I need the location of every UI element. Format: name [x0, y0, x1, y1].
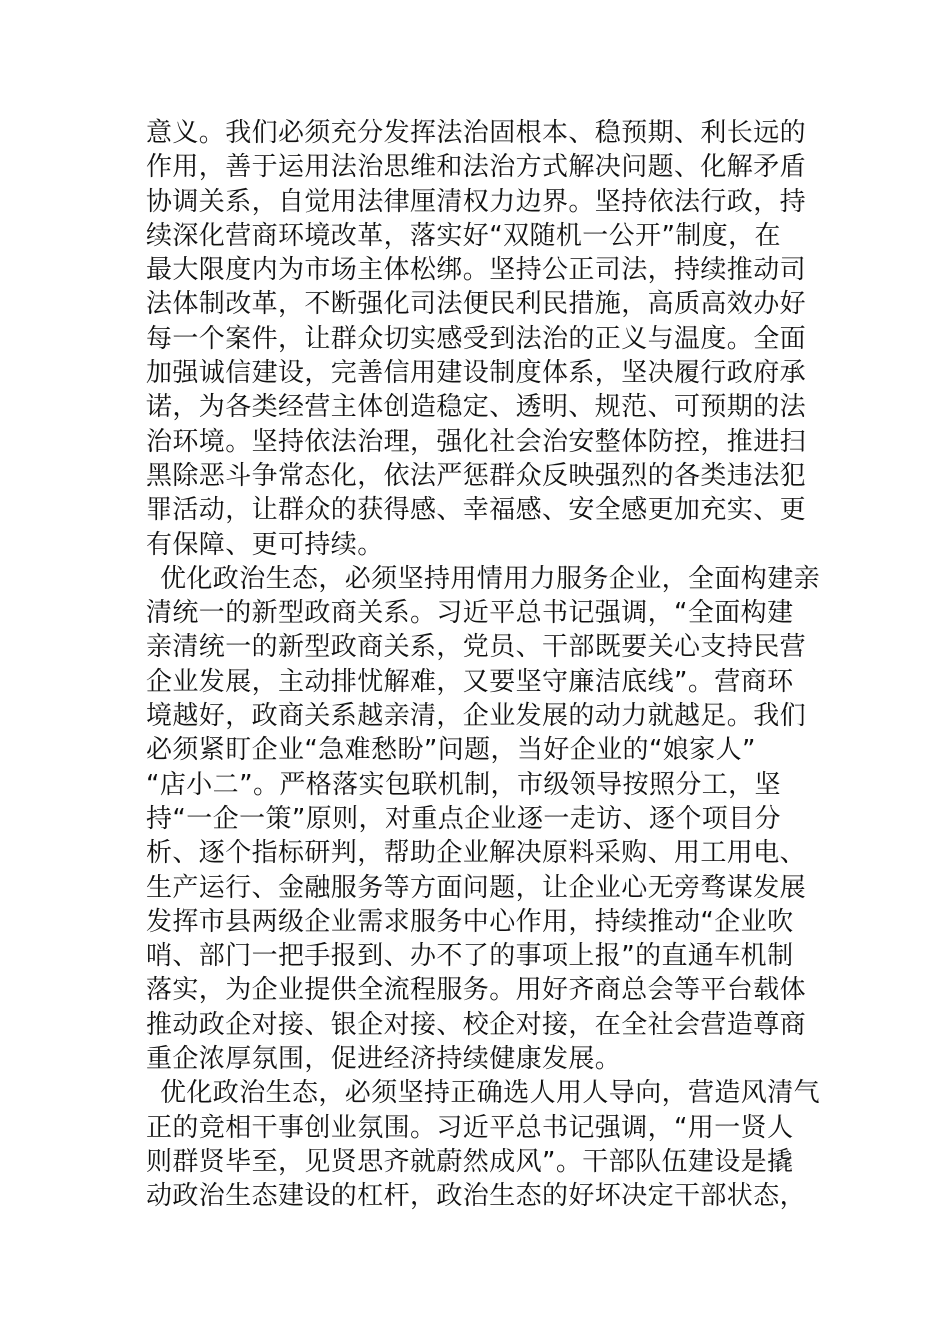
text-line: 清统一的新型政商关系。习近平总书记强调，“全面构建 — [146, 598, 794, 629]
text-line: 罪活动，让群众的获得感、幸福感、安全感更加充实、更 — [146, 495, 807, 526]
text-line: 推动政企对接、银企对接、校企对接，在全社会营造尊商 — [146, 1009, 807, 1040]
text-line: 黑除恶斗争常态化，依法严惩群众反映强烈的各类违法犯 — [146, 460, 807, 491]
text-line: 哨、部门一把手报到、办不了的事项上报”的直通车机制 — [146, 941, 794, 972]
text-line: 正的竞相干事创业氛围。习近平总书记强调，“用一贤人 — [146, 1112, 794, 1143]
text-line: 落实，为企业提供全流程服务。用好齐商总会等平台载体 — [146, 975, 807, 1006]
text-line: 必须紧盯企业“急难愁盼”问题，当好企业的“娘家人” — [146, 735, 756, 766]
text-line: “店小二”。严格落实包联机制，市级领导按照分工，坚 — [146, 769, 781, 800]
text-line: 发挥市县两级企业需求服务中心作用，持续推动“企业吹 — [146, 906, 794, 937]
text-line: 协调关系，自觉用法律厘清权力边界。坚持依法行政，持 — [146, 186, 807, 217]
text-line: 续深化营商环境改革，落实好“双随机一公开”制度，在 — [146, 220, 781, 251]
text-line: 每一个案件，让群众切实感受到法治的正义与温度。全面 — [146, 323, 807, 354]
text-line: 加强诚信建设，完善信用建设制度体系，坚决履行政府承 — [146, 358, 807, 389]
text-line: 治环境。坚持依法治理，强化社会治安整体防控，推进扫 — [146, 426, 807, 457]
text-line: 重企浓厚氛围，促进经济持续健康发展。 — [146, 1044, 622, 1075]
text-line: 意义。我们必须充分发挥法治固根本、稳预期、利长远的 — [146, 118, 807, 148]
text-line: 有保障、更可持续。 — [146, 529, 384, 560]
paragraph-start-line: 优化政治生态，必须坚持正确选人用人导向，营造风清气 — [160, 1078, 821, 1109]
text-line: 亲清统一的新型政商关系，党员、干部既要关心支持民营 — [146, 632, 807, 663]
text-line: 法体制改革，不断强化司法便民利民措施，高质高效办好 — [146, 289, 807, 320]
text-line: 动政治生态建设的杠杆，政治生态的好坏决定干部状态， — [146, 1181, 807, 1212]
text-line: 作用，善于运用法治思维和法治方式解决问题、化解矛盾 — [146, 152, 807, 183]
text-line: 析、逐个指标研判，帮助企业解决原料采购、用工用电、 — [146, 838, 807, 869]
text-line: 境越好，政商关系越亲清，企业发展的动力就越足。我们 — [146, 701, 807, 732]
text-line: 生产运行、金融服务等方面问题，让企业心无旁骛谋发展 — [146, 872, 807, 903]
paragraph-start-line: 优化政治生态，必须坚持用情用力服务企业，全面构建亲 — [160, 563, 821, 594]
text-line: 最大限度内为市场主体松绑。坚持公正司法，持续推动司 — [146, 255, 807, 286]
text-line: 则群贤毕至，见贤思齐就蔚然成风”。干部队伍建设是撬 — [146, 1146, 794, 1177]
text-line: 企业发展，主动排忧解难，又要坚守廉洁底线”。营商环 — [146, 666, 794, 697]
text-line: 持“一企一策”原则，对重点企业逐一走访、逐个项目分 — [146, 803, 781, 834]
text-line: 诺，为各类经营主体创造稳定、透明、规范、可预期的法 — [146, 392, 807, 423]
body-text — [146, 116, 821, 1214]
